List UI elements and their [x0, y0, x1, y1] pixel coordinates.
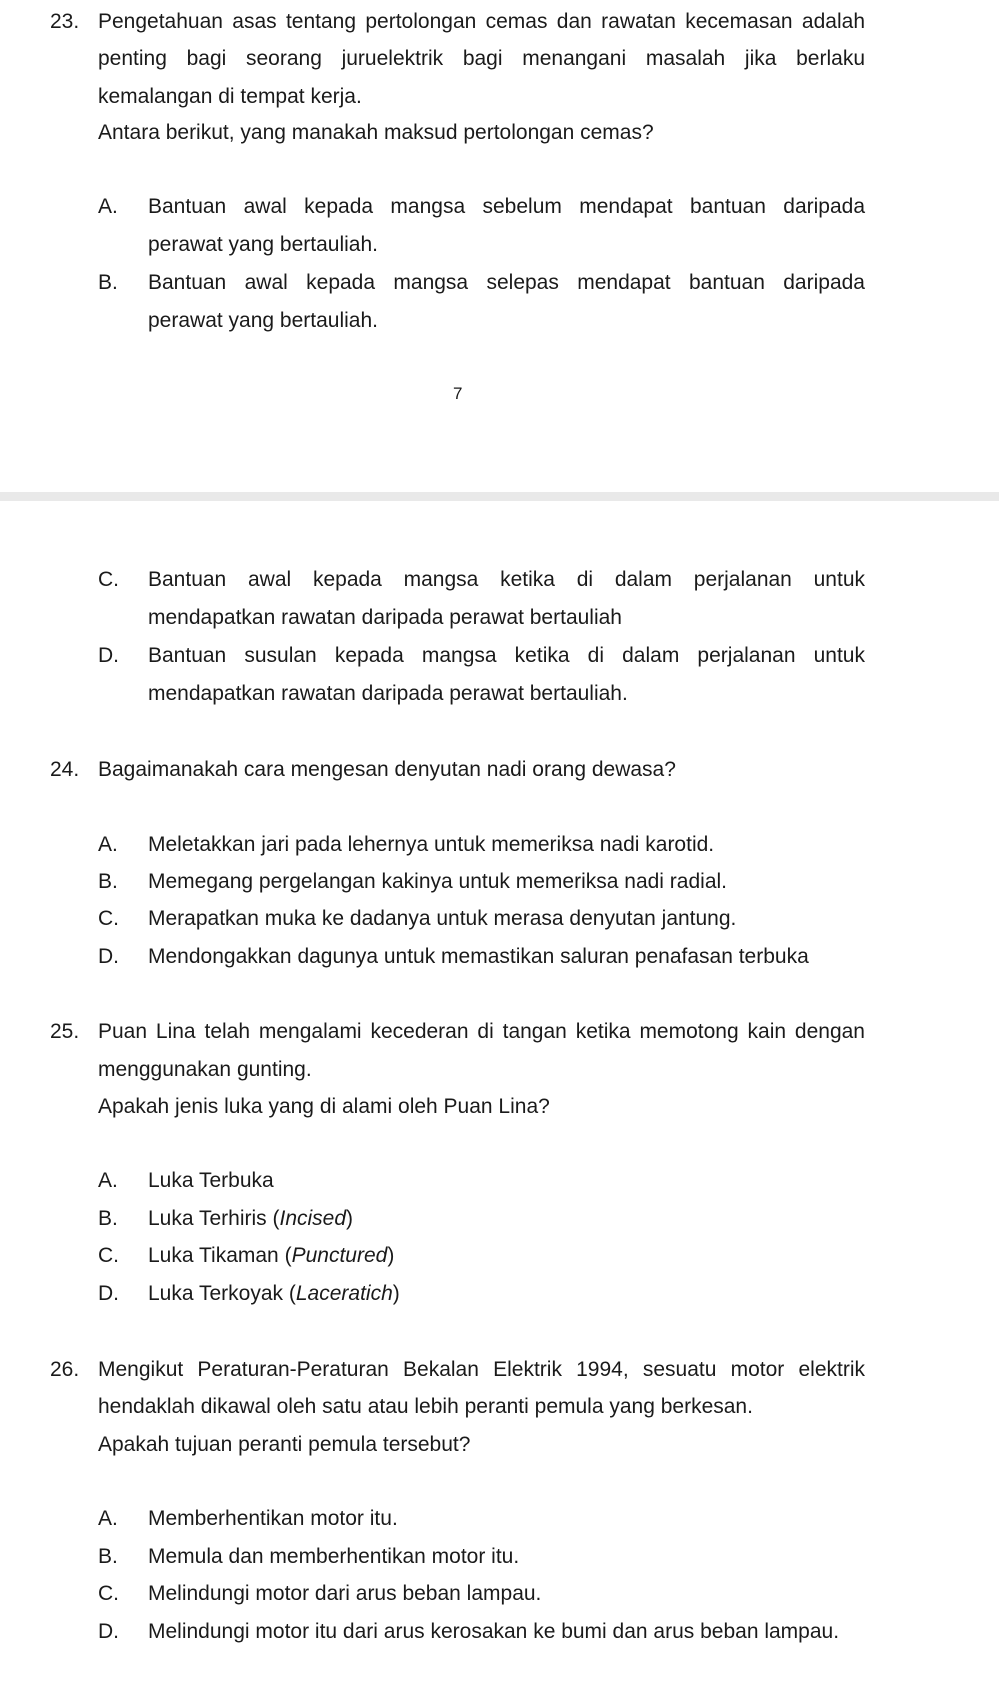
- q25-question: Apakah jenis luka yang di alami oleh Puan Lina?: [98, 1095, 550, 1118]
- q26-option-c-letter: C.: [98, 1582, 119, 1605]
- q23-stem-line2: penting bagi seorang juruelektrik bagi menangani masalah jika berlaku: [98, 47, 865, 70]
- q25-option-b-text: Luka Terhiris: [148, 1207, 267, 1230]
- q24-option-c-text: Merapatkan muka ke dadanya untuk merasa denyutan jantung.: [148, 907, 737, 930]
- q23-option-c-line2: mendapatkan rawatan daripada perawat bertauliah: [148, 606, 622, 629]
- q25-stem-line2: menggunakan gunting.: [98, 1058, 312, 1081]
- q26-option-c-text: Melindungi motor dari arus beban lampau.: [148, 1582, 542, 1605]
- q24-option-d-letter: D.: [98, 945, 119, 968]
- q24-question: Bagaimanakah cara mengesan denyutan nadi orang dewasa?: [98, 758, 676, 781]
- q24-option-d-text: Mendongakkan dagunya untuk memastikan saluran penafasan terbuka: [148, 945, 809, 968]
- q25-number: 25.: [50, 1020, 80, 1043]
- q23-stem-line1: Pengetahuan asas tentang pertolongan cemas dan rawatan kecemasan adalah: [98, 10, 865, 33]
- q25-option-c-term: Punctured: [291, 1244, 388, 1267]
- q26-question: Apakah tujuan peranti pemula tersebut?: [98, 1433, 471, 1456]
- q26-option-b-text: Memula dan memberhentikan motor itu.: [148, 1545, 520, 1568]
- q25-option-a-text: Luka Terbuka: [148, 1169, 274, 1192]
- q26-stem-line2: hendaklah dikawal oleh satu atau lebih peranti pemula yang berkesan.: [98, 1395, 753, 1418]
- q23-option-b-line2: perawat yang bertauliah.: [148, 309, 378, 332]
- q23-stem-line3: kemalangan di tempat kerja.: [98, 85, 362, 108]
- q25-option-d-letter: D.: [98, 1282, 119, 1305]
- q26-option-a-letter: A.: [98, 1507, 118, 1530]
- q25-option-d-term: Laceratich: [295, 1282, 393, 1305]
- q23-option-d-letter: D.: [98, 644, 119, 667]
- q25-option-d: Luka Terkoyak (Laceratich): [148, 1282, 400, 1305]
- q23-option-c-line1: Bantuan awal kepada mangsa ketika di dalam perjalanan untuk: [148, 568, 865, 591]
- q25-option-b-letter: B.: [98, 1207, 118, 1230]
- q24-number: 24.: [50, 758, 80, 781]
- q25-option-c: Luka Tikaman (Punctured): [148, 1244, 395, 1267]
- q23-option-d-line2: mendapatkan rawatan daripada perawat bertauliah.: [148, 682, 628, 705]
- q26-number: 26.: [50, 1358, 80, 1381]
- q25-stem-line1: Puan Lina telah mengalami kecederan di tangan ketika memotong kain dengan: [98, 1020, 865, 1043]
- page-divider: [0, 492, 999, 501]
- q26-option-a-text: Memberhentikan motor itu.: [148, 1507, 398, 1530]
- q26-stem-line1: Mengikut Peraturan-Peraturan Bekalan Elektrik 1994, sesuatu motor elektrik: [98, 1358, 865, 1381]
- page-number: 7: [453, 384, 463, 403]
- q24-option-b-text: Memegang pergelangan kakinya untuk memeriksa nadi radial.: [148, 870, 727, 893]
- q23-option-c-letter: C.: [98, 568, 119, 591]
- q23-number: 23.: [50, 10, 80, 33]
- q24-option-b-letter: B.: [98, 870, 118, 893]
- q25-option-c-text: Luka Tikaman: [148, 1244, 279, 1267]
- q23-option-a-line2: perawat yang bertauliah.: [148, 233, 378, 256]
- q24-option-c-letter: C.: [98, 907, 119, 930]
- q25-option-b-term: Incised: [279, 1207, 347, 1230]
- q26-option-d-letter: D.: [98, 1620, 119, 1643]
- q23-option-a-line1: Bantuan awal kepada mangsa sebelum mendapat bantuan daripada: [148, 195, 865, 218]
- q23-option-d-line1: Bantuan susulan kepada mangsa ketika di dalam perjalanan untuk: [148, 644, 865, 667]
- q24-option-a-text: Meletakkan jari pada lehernya untuk memeriksa nadi karotid.: [148, 833, 715, 856]
- q25-option-b: Luka Terhiris (Incised): [148, 1207, 354, 1230]
- q23-question: Antara berikut, yang manakah maksud pertolongan cemas?: [98, 121, 654, 144]
- q23-option-a-letter: A.: [98, 195, 118, 218]
- q26-option-d-text: Melindungi motor itu dari arus kerosakan ke bumi dan arus beban lampau.: [148, 1620, 840, 1643]
- q23-option-b-line1: Bantuan awal kepada mangsa selepas mendapat bantuan daripada: [148, 271, 865, 294]
- q26-option-b-letter: B.: [98, 1545, 118, 1568]
- q23-option-b-letter: B.: [98, 271, 118, 294]
- q24-option-a-letter: A.: [98, 833, 118, 856]
- q25-option-d-text: Luka Terkoyak: [148, 1282, 284, 1305]
- q25-option-a-letter: A.: [98, 1169, 118, 1192]
- q25-option-c-letter: C.: [98, 1244, 119, 1267]
